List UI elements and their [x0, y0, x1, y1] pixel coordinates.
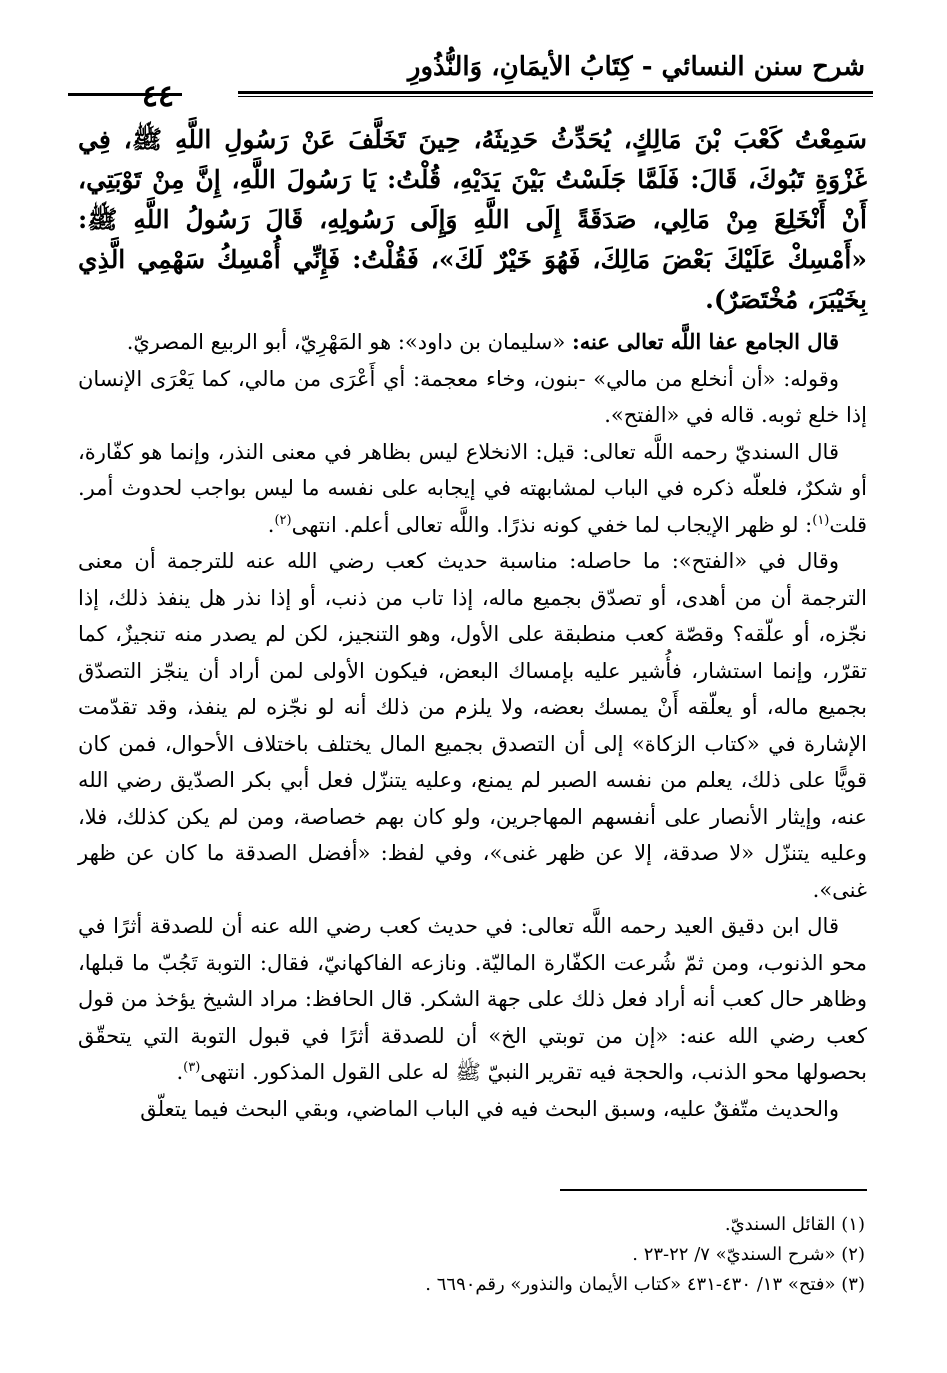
- footnote-ref-1[interactable]: (١): [812, 512, 830, 528]
- hadith-text: سَمِعْتُ كَعْبَ بْنَ مَالِكٍ، يُحَدِّثُ حَدِيثَهُ، حِينَ تَخَلَّفَ عَنْ رَسُولِ اللَّهِ ﷺ، فِي غَزْوَةِ تَبُوكَ، قَالَ: فَلَمَّا جَلَسْتُ بَيْنَ يَدَيْهِ، قُلْتُ: يَا رَسُولَ اللَّهِ، إِنَّ مِنْ تَوْبَتِي، أَنْ أَنْخَلِعَ مِنْ مَالِي، صَدَقَةً إِلَى اللَّهِ وَإِلَى رَسُولِهِ، قَالَ رَسُولُ اللَّهِ ﷺ: «أَمْسِكْ عَلَيْكَ بَعْضَ مَالِكَ، فَهُوَ خَيْرٌ لَكَ»، فَقُلْتُ: فَإِنِّي أُمْسِكُ سَهْمِي الَّذِي بِخَيْبَرَ، مُخْتَصَرٌ).: [78, 125, 867, 314]
- paragraph-text: قال ابن دقيق العيد رحمه اللَّه تعالى: في حديث كعب رضي الله عنه أن للصدقة أثرًا في محو الذنوب، ومن ثمّ شُرعت الكفّارة الماليّة. ونازعه الفاكهانيّ، فقال: التوبة تَجُبّ ما قبلها، وظاهر حال كعب أنه أراد فعل ذلك على جهة الشكر. قال الحافظ: مراد الشيخ يؤخذ من قول كعب رضي الله عنه: «إن من توبتي الخ» أن للصدقة أثرًا في قبول التوبة التي يتحقّق بحصولها محو الذنب، والحجة فيه تقرير النبيّ ﷺ له على القول المذكور. انتهى: [78, 914, 867, 1084]
- page-number-text: ٤٤: [134, 79, 182, 114]
- paragraph-text: : لو ظهر الإيجاب لما خفي كونه نذرًا. واللَّه تعالى أعلم. انتهى: [291, 512, 813, 537]
- paragraph-fath: وقال في «الفتح»: ما حاصله: مناسبة حديث كعب رضي الله عنه للترجمة أن معنى الترجمة أن من أهدى، أو تصدّق بجميع ماله، إذا تاب من ذنب، أو إذا نذر هل ينفذ ذلك، إذا نجّزه، أو علّقه؟ وقصّة كعب منطبقة على الأول، وهو التنجيز، لكن لم يصدر منه تنجيزٌ، كما تقرّر، وإنما استشار، فأُشير عليه بإمساك البعض، فيكون الأولى لمن أراد أن ينجّز التصدّق بجميع ماله، أو يعلّقه أَنْ يمسك بعضه، ولا يلزم من ذلك أنه لو نجّزه لم ينفذ، وقد تقدّمت الإشارة في «كتاب الزكاة» إلى أن التصدق بجميع المال يختلف باختلاف الأحوال، فمن كان قويًّا على ذلك، يعلم من نفسه الصبر لم يمنع، وعليه يتنزّل فعل أبي بكر الصدّيق رضي الله عنه، وإيثار الأنصار على أنفسهم المهاجرين، ولو كان بهم خصاصة، ومن لم يكن كذلك، فلا، وعليه يتنزّل «لا صدقة، إلا عن ظهر غنى»، وفي لفظ: «أفضل الصدقة ما كان عن ظهر غنى».: [78, 549, 867, 902]
- page-number: [78, 79, 238, 114]
- paragraph-lead: قال الجامع عفا اللَّه تعالى عنه:: [571, 329, 839, 354]
- footnote-ref-3[interactable]: (٣): [183, 1060, 201, 1075]
- main-text: [78, 120, 867, 1127]
- paragraph-ibn-daqiq: [78, 908, 867, 1091]
- footnote-ref-2[interactable]: (٢): [274, 512, 292, 528]
- footnote-1: (١) القائل السنديّ.: [724, 1214, 865, 1235]
- paragraph-text: .: [176, 1060, 184, 1084]
- footnotes: [300, 1210, 865, 1300]
- paragraph-jami: [78, 324, 867, 361]
- paragraph-inkhilaa: وقوله: «أن أنخلع من مالي» -بنون، وخاء معجمة: أي أَعْرَى من مالي، كما يَعْرَى الإنسان إذا خلع ثوبه. قاله في «الفتح».: [78, 366, 867, 427]
- paragraph-text: .: [267, 512, 275, 537]
- paragraph-sindi: [78, 434, 867, 544]
- running-header-title: شرح سنن النسائي - كِتَابُ الأيمَانِ، وَالنُّذُورِ: [407, 52, 865, 82]
- footnote-2: (٢) «شرح السنديّ» ٧/ ٢٢-٢٣ .: [632, 1244, 865, 1265]
- paragraph-muttafaq: والحديث متّفقٌ عليه، وسبق البحث فيه في الباب الماضي، وبقي البحث فيما يتعلّق: [140, 1096, 839, 1121]
- paragraph-text: «سليمان بن داود»: هو المَهْرِيّ، أبو الربيع المصريّ.: [126, 330, 572, 354]
- paragraph-text: قال السنديّ رحمه اللَّه تعالى: قيل: الانخلاع ليس بظاهر في معنى النذر، وإنما هو كفّارة، أو شكرٌ، فلعلّه ذكره في الباب لمشابهته في إيجابه على نفسه ما ليس بواجب لحدوث أمر. قلت: [78, 439, 867, 537]
- footnote-separator: [560, 1189, 867, 1191]
- footnote-3: (٣) «فتح» ١٣/ ٤٣٠-٤٣١ «كتاب الأيمان والنذور» رقم٦٦٩٠ .: [425, 1274, 865, 1295]
